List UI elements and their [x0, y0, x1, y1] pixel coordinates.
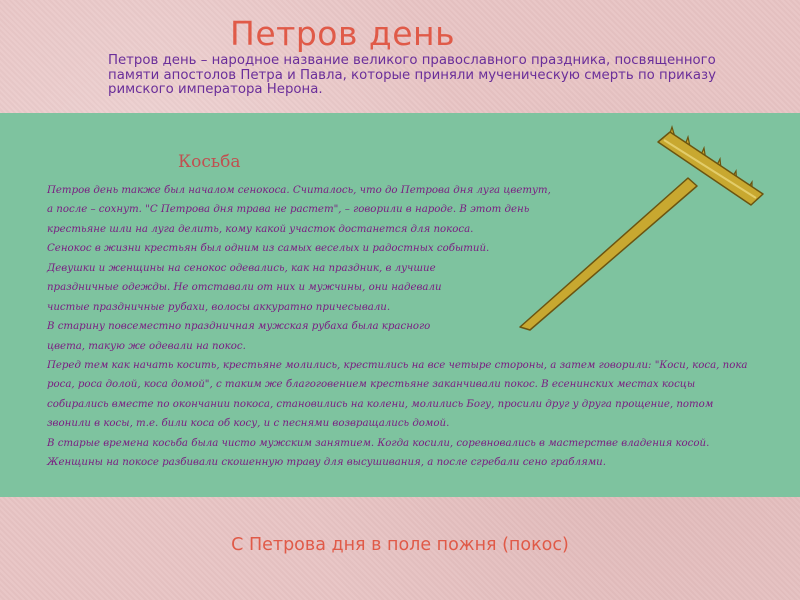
- section-heading: Косьба: [178, 152, 241, 172]
- slide-title: Петров день: [230, 14, 456, 53]
- intro-paragraph: Петров день – народное название великого православного праздника, посвященного памяти апостолов Петра и Павла, которые приняли мученическую смерть по приказу римского императора Нерона.: [108, 53, 716, 97]
- rake-icon: [512, 124, 772, 334]
- body-line: цвета, такую же одевали на покос.: [47, 340, 246, 352]
- body-line: Петров день также был началом сенокоса. Считалось, что до Петрова дня луга цветут,: [47, 185, 551, 196]
- body-line: В старые времена косьба была чисто мужским занятием. Когда косили, соревновались в мастерстве владения косой.: [47, 437, 710, 449]
- body-line: а после – сохнут. "С Петрова дня трава не растет", – говорили в народе. В этот день: [47, 204, 530, 216]
- slide-caption: С Петрова дня в поле пожня (покос): [231, 535, 569, 555]
- body-line: Перед тем как начать косить, крестьяне молились, крестились на все четыре стороны, а затем говорили: "Коси, коса, пока: [47, 359, 748, 371]
- body-line: Женщины на покосе разбивали скошенную траву для высушивания, а после сгребали сено граблями.: [47, 457, 606, 469]
- body-line: роса, роса долой, коса домой", с таким же благоговением крестьяне заканчивали покос. В есенинских местах косцы: [47, 379, 696, 391]
- body-line: чистые праздничные рубахи, волосы аккуратно причесывали.: [47, 301, 391, 313]
- body-line: Сенокос в жизни крестьян был одним из самых веселых и радостных событий.: [47, 243, 490, 255]
- body-line: В старину повсеместно праздничная мужская рубаха была красного: [47, 321, 431, 333]
- body-line: праздничные одежды. Не отставали от них и мужчины, они надевали: [47, 282, 442, 294]
- body-line: звонили в косы, т.е. били коса об косу, и с песнями возвращались домой.: [47, 418, 450, 430]
- body-line: собирались вместе по окончании покоса, становились на колени, молились Богу, просили друг у друга прощение, потом: [47, 398, 714, 410]
- body-line: крестьяне шли на луга делить, кому какой участок достанется для покоса.: [47, 223, 474, 235]
- body-line: Девушки и женщины на сенокос одевались, как на праздник, в лучшие: [47, 262, 436, 274]
